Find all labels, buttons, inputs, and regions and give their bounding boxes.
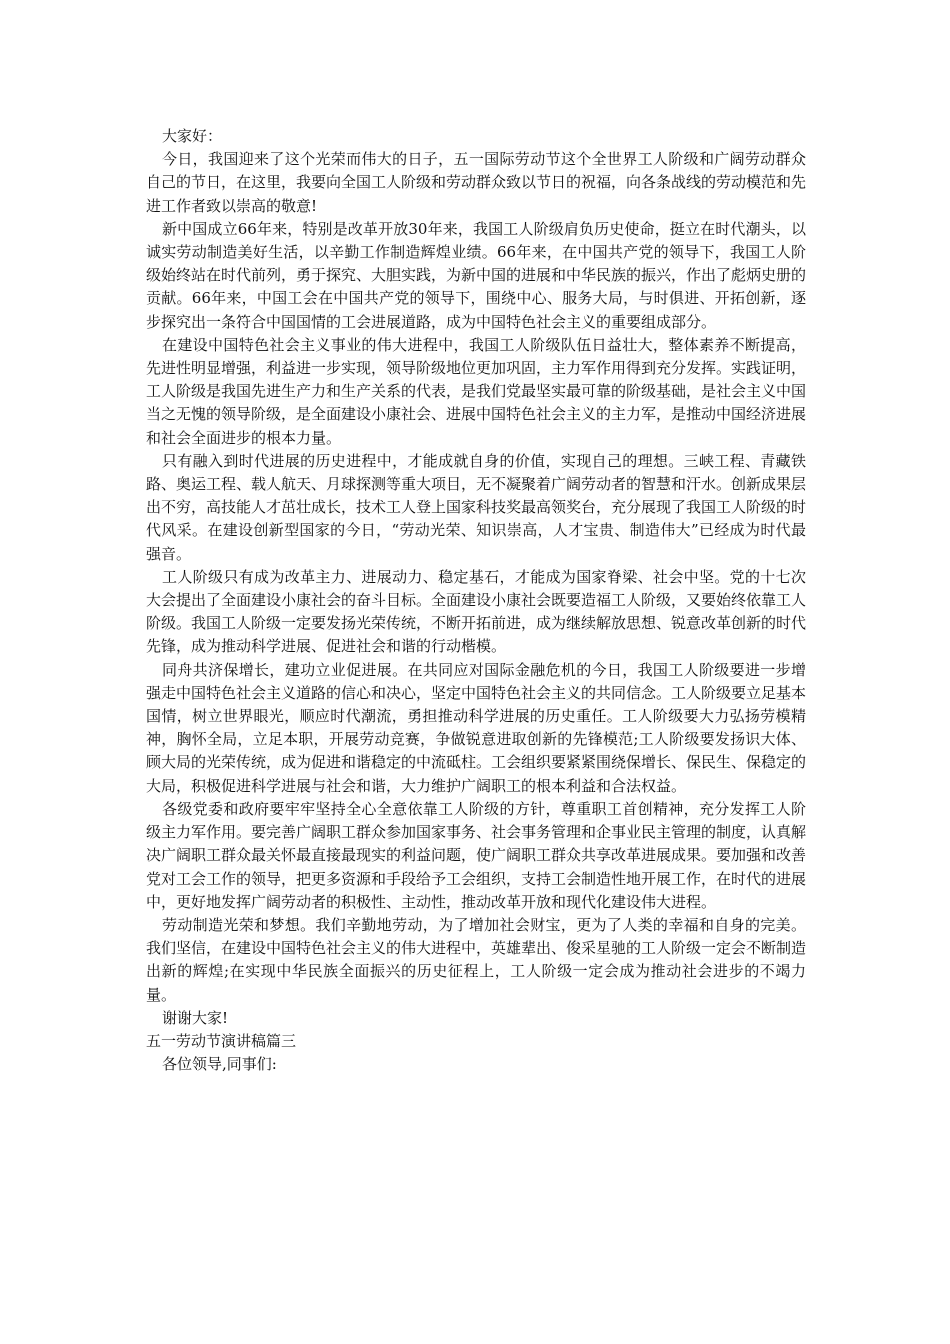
body-paragraph: 工人阶级只有成为改革主力、进展动力、稳定基石，才能成为国家脊梁、社会中坚。党的十七次大会提出了全面建设小康社会的奋斗目标。全面建设小康社会既要造福工人阶级，又要始终依靠工人阶级。我国工人阶级一定要发扬光荣传统，不断开拓前进，成为继续解放思想、锐意改革创新的时代先锋，成为推动科学进展、促进社会和谐的行动楷模。 [146,567,807,656]
closing-paragraph: 谢谢大家! [162,1008,229,1027]
body-paragraph: 劳动制造光荣和梦想。我们辛勤地劳动，为了增加社会财宝，更为了人类的幸福和自身的完美。我们坚信，在建设中国特色社会主义的伟大进程中，英雄辈出、俊采星驰的工人阶级一定会不断制造出新的辉煌;在实现中华民族全面振兴的历史征程上，工人阶级一定会成为推动社会进步的不竭力量。 [146,915,807,1004]
body-paragraph: 在建设中国特色社会主义事业的伟大进程中，我国工人阶级队伍日益壮大，整体素养不断提高，先进性明显增强，利益进一步实现，领导阶级地位更加巩固，主力军作用得到充分发挥。实践证明，工人阶级是我国先进生产力和生产关系的代表，是我们党最坚实最可靠的阶级基础，是社会主义中国当之无愧的领导阶级，是全面建设小康社会、进展中国特色社会主义的主力军，是推动中国经济进展和社会全面进步的根本力量。 [146,335,807,447]
body-paragraph: 各级党委和政府要牢牢坚持全心全意依靠工人阶级的方针，尊重职工首创精神，充分发挥工人阶级主力军作用。要完善广阔职工群众参加国家事务、社会事务管理和企事业民主管理的制度，认真解决广阔职工群众最关怀最直接最现实的利益问题，使广阔职工群众共享改革进展成果。要加强和改善党对工会工作的领导，把更多资源和手段给予工会组织，支持工会制造性地开展工作，在时代的进展中，更好地发挥广阔劳动者的积极性、主动性，推动改革开放和现代化建设伟大进程。 [146,799,807,911]
greeting-paragraph: 大家好： [162,127,223,145]
body-paragraph: 同舟共济保增长，建功立业促进展。在共同应对国际金融危机的今日，我国工人阶级要进一步增强走中国特色社会主义道路的信心和决心，坚定中国特色社会主义的共同信念。工人阶级要立足基本国情，树立世界眼光，顺应时代潮流，勇担推动科学进展的历史重任。工人阶级要大力弘扬劳模精神，胸怀全局，立足本职，开展劳动竞赛，争做锐意进取创新的先锋模范;工人阶级要发扬识大体、顾大局的光荣传统，成为促进和谐稳定的中流砥柱。工会组织要紧紧围绕保增长、保民生、保稳定的大局，积极促进科学进展与社会和谐，大力维护广阔职工的根本利益和合法权益。 [146,660,807,795]
document-body [146,125,806,1076]
body-paragraph: 今日，我国迎来了这个光荣而伟大的日子，五一国际劳动节这个全世界工人阶级和广阔劳动群众自己的节日，在这里，我要向全国工人阶级和劳动群众致以节日的祝福，向各条战线的劳动模范和先进工作者致以崇高的敬意! [146,150,807,215]
section-title: 五一劳动节演讲稿篇三 [146,1031,297,1050]
salutation: 各位领导,同事们: [162,1055,277,1074]
body-paragraph: 只有融入到时代进展的历史进程中，才能成就自身的价值，实现自己的理想。三峡工程、青藏铁路、奥运工程、载人航天、月球探测等重大项目，无不凝聚着广阔劳动者的智慧和汗水。创新成果层出不穷，高技能人才茁壮成长，技术工人登上国家科技奖最高领奖台，充分展现了我国工人阶级的时代风采。在建设创新型国家的今日，“劳动光荣、知识崇高，人才宝贵、制造伟大”已经成为时代最强音。 [146,451,807,563]
body-paragraph: 新中国成立66年来，特别是改革开放30年来，我国工人阶级肩负历史使命，挺立在时代潮头，以诚实劳动制造美好生活，以辛勤工作制造辉煌业绩。66年来，在中国共产党的领导下，我国工人阶级始终站在时代前列，勇于探究、大胆实践，为新中国的进展和中华民族的振兴，作出了彪炳史册的贡献。66年来，中国工会在中国共产党的领导下，围绕中心、服务大局，与时俱进、开拓创新，逐步探究出一条符合中国国情的工会进展道路，成为中国特色社会主义的重要组成部分。 [146,219,807,331]
